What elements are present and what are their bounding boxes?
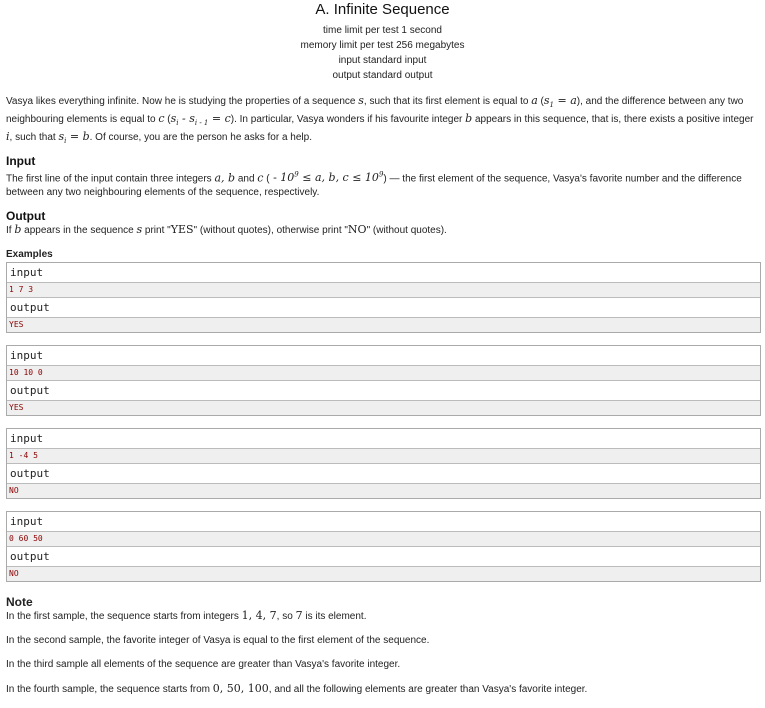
sample-output-data[interactable]: NO — [7, 484, 760, 498]
math-var: = a — [554, 94, 577, 107]
sample-output-label: output — [7, 381, 760, 401]
math-var: c — [158, 112, 165, 126]
sample-output-label: output — [7, 547, 760, 567]
legend-text: . Of course, you are the person he asks for a help. — [89, 132, 312, 144]
sample-input-label: input — [7, 346, 760, 366]
math-sup: 9 — [378, 170, 384, 179]
section-text: ( — [263, 173, 270, 185]
section-text: and — [235, 173, 258, 185]
note-text: In the fourth sample, the sequence starts from — [6, 684, 213, 696]
math-formula — [58, 130, 90, 146]
sample-input-data[interactable]: 1 -4 5 — [7, 449, 760, 464]
math-formula — [170, 112, 231, 128]
math-var: - s — [178, 112, 195, 126]
legend-text: appears in this sequence, that is, there exists a positive integer — [472, 114, 754, 126]
math-formula — [270, 171, 384, 184]
note-text: , and all the following elements are greater than Vasya's favorite integer. — [268, 684, 588, 696]
problem-statement — [0, 1, 765, 697]
note-text: , so — [276, 611, 296, 623]
sample-test — [6, 262, 761, 333]
section-text: The first line of the input contain three integers — [6, 173, 215, 185]
legend-text: , such that — [9, 132, 59, 144]
input-section-body — [6, 168, 759, 201]
math-sub: i — [176, 119, 179, 128]
math-var: i — [6, 130, 10, 144]
math-const: 1, 4, 7 — [241, 609, 277, 623]
section-text: appears in the sequence — [21, 225, 137, 237]
legend-text: Vasya likes everything infinite. Now he is studying the properties of a sequence — [6, 96, 359, 107]
math-const: 0, 50, 100 — [212, 682, 269, 696]
sample-input-data[interactable]: 10 10 0 — [7, 366, 760, 381]
note-text: In the first sample, the sequence starts from integers — [6, 611, 242, 623]
math-var: s — [58, 130, 65, 144]
math-sup: 9 — [294, 170, 299, 179]
sample-output-data[interactable]: YES — [7, 401, 760, 415]
math-var: c — [257, 171, 264, 185]
section-text: " (without quotes), otherwise print " — [193, 225, 348, 237]
input-section-title: Input — [6, 153, 36, 168]
math-var: s — [543, 94, 550, 107]
sample-input-data[interactable]: 1 7 3 — [7, 283, 760, 298]
legend-text: , such that its first element is equal to — [363, 96, 532, 107]
note-text: is its element. — [302, 611, 367, 623]
math-var: a, b — [214, 171, 236, 185]
section-text: If — [6, 225, 15, 237]
math-const: NO — [347, 223, 367, 237]
output-file: output standard output — [332, 70, 433, 81]
sample-output-label: output — [7, 298, 760, 318]
legend-text: ), and the difference between any two neighbouring elements is equal to — [6, 96, 744, 126]
sample-input-label: input — [7, 263, 760, 283]
note-title: Note — [6, 595, 33, 610]
math-var: ≤ a, b, c ≤ 10 — [298, 171, 379, 185]
input-file: input standard input — [338, 55, 427, 66]
math-sub: i — [64, 137, 67, 146]
math-var: a — [531, 94, 538, 107]
sample-tests — [6, 262, 759, 582]
legend — [6, 94, 759, 149]
sample-output-data[interactable]: NO — [7, 567, 760, 581]
sample-input-label: input — [7, 429, 760, 449]
sample-output-label: output — [7, 464, 760, 484]
output-section-body — [6, 223, 759, 238]
sample-output-data[interactable]: YES — [7, 318, 760, 332]
math-var: b — [465, 112, 473, 126]
legend-text: ). In particular, Vasya wonders if his favourite integer — [230, 114, 466, 126]
note-line: In the second sample, the favorite integer of Vasya is equal to the first element of the sequence. — [6, 635, 430, 647]
legend-text: ( — [164, 114, 171, 126]
problem-limits — [6, 23, 759, 83]
math-sub: 1 — [549, 101, 554, 110]
problem-title: A. Infinite Sequence — [315, 1, 450, 18]
math-var: s — [136, 223, 143, 237]
examples-title: Examples — [6, 249, 53, 261]
section-text: ) — the first element of the sequence, Vasya's favorite number and the difference between any two neighbouring elements of the sequence, respectively. — [6, 173, 742, 199]
math-var: s — [358, 94, 364, 107]
memory-limit: memory limit per test 256 megabytes — [300, 40, 465, 51]
note-line — [6, 682, 759, 697]
note-line: In the third sample all elements of the sequence are greater than Vasya's favorite integer. — [6, 659, 401, 671]
math-const: YES — [170, 223, 194, 237]
math-var: = b — [66, 130, 90, 144]
note-line — [6, 609, 759, 624]
math-sub: i - 1 — [194, 119, 209, 128]
math-formula — [543, 94, 577, 110]
sample-test — [6, 511, 761, 582]
legend-text: ( — [537, 96, 544, 107]
time-limit: time limit per test 1 second — [323, 25, 442, 36]
sample-input-data[interactable]: 0 60 50 — [7, 532, 760, 547]
section-text: " (without quotes). — [366, 225, 447, 237]
section-text: print " — [142, 225, 171, 237]
math-var: = c — [208, 112, 231, 126]
sample-test — [6, 345, 761, 416]
math-var: s — [170, 112, 177, 126]
math-var: - 10 — [269, 171, 295, 185]
sample-test — [6, 428, 761, 499]
math-const: 7 — [295, 609, 303, 623]
math-var: b — [14, 223, 22, 237]
output-section-title: Output — [6, 209, 46, 224]
sample-input-label: input — [7, 512, 760, 532]
